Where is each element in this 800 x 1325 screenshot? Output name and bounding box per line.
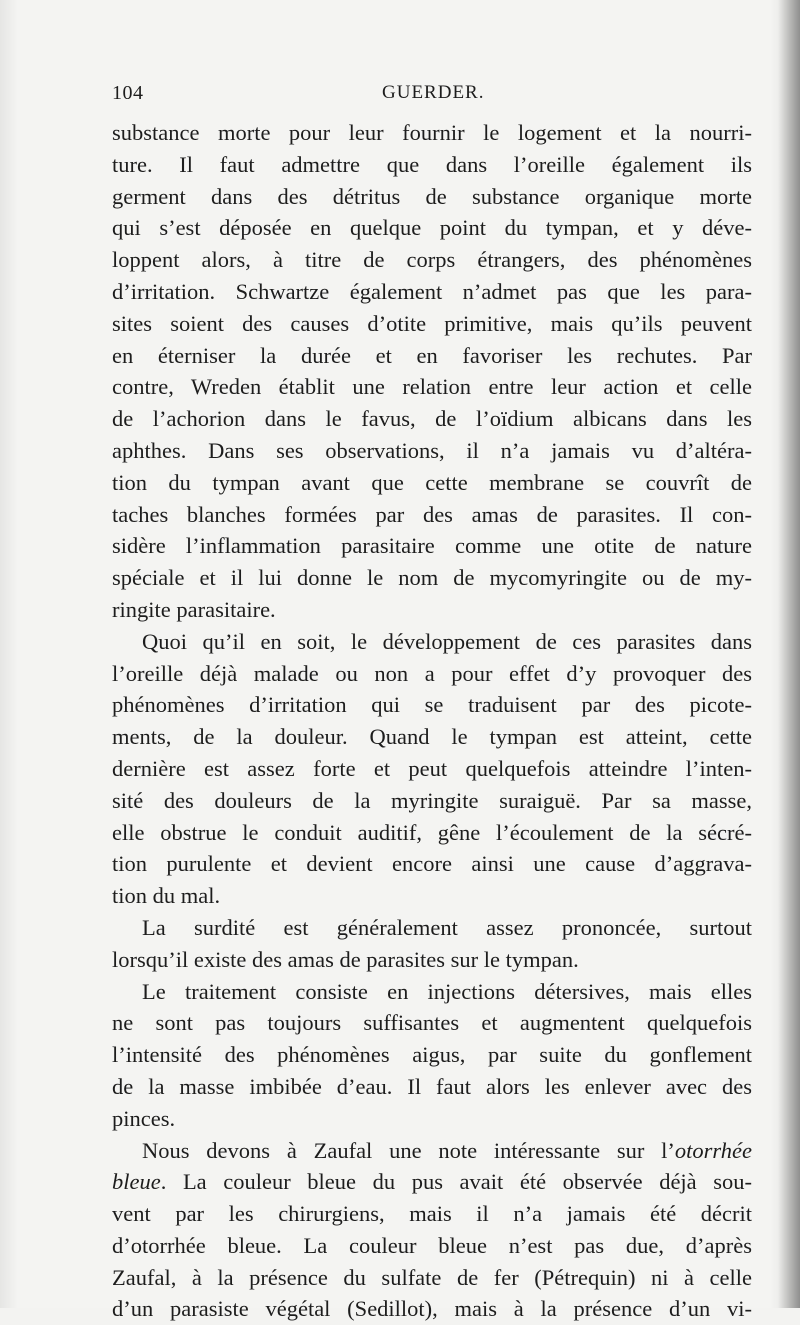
text-line: ture. Il faut admettre que dans l’oreille également ils (112, 151, 752, 177)
text-line: de la masse imbibée d’eau. Il faut alors les enlever avec des (112, 1073, 752, 1099)
page-edge-shadow (778, 0, 800, 1308)
text-line: en éterniser la durée et en favoriser les rechutes. Par (112, 342, 752, 368)
text-run: Nous devons à Zaufal une note intéressante sur l’ (142, 1137, 675, 1163)
text-line: germent dans des détritus de substance organique morte (112, 183, 752, 209)
text-line: sité des douleurs de la myringite suraiguë. Par sa masse, (112, 787, 752, 813)
text-run: . La couleur bleue du pus avait été observée déjà sou- (160, 1169, 752, 1195)
text-line: d’un parasiste végétal (Sedillot), mais à la présence d’un vi- (112, 1296, 752, 1322)
text-line: dernière est assez forte et peut quelquefois atteindre l’inten- (112, 755, 752, 781)
body-text (112, 117, 752, 1325)
text-line: taches blanches formées par des amas de parasites. Il con- (112, 501, 752, 527)
text-line: tion purulente et devient encore ainsi une cause d’aggrava- (112, 851, 752, 877)
text-line: Quoi qu’il en soit, le développement de ces parasites dans (142, 628, 752, 654)
text-line: vent par les chirurgiens, mais il n’a jamais été décrit (112, 1201, 752, 1227)
text-line: contre, Wreden établit une relation entre leur action et celle (112, 374, 752, 400)
page-number: 104 (112, 82, 144, 104)
text-line: elle obstrue le conduit auditif, gêne l’écoulement de la sécré- (112, 819, 752, 845)
text-line: Zaufal, à la présence du sulfate de fer (Pétrequin) ni à celle (112, 1264, 752, 1290)
text-line: sidère l’inflammation parasitaire comme une otite de nature (112, 533, 752, 559)
text-line: d’otorrhée bleue. La couleur bleue n’est pas due, d’après (112, 1232, 752, 1258)
text-line: lorsqu’il existe des amas de parasites sur le tympan. (112, 946, 579, 972)
text-line: phénomènes d’irritation qui se traduisent par des picote- (112, 692, 752, 718)
text-line: loppent alors, à titre de corps étrangers, des phénomènes (112, 247, 752, 273)
text-line: Le traitement consiste en injections détersives, mais elles (142, 978, 752, 1004)
text-line: ne sont pas toujours suffisantes et augmentent quelquefois (112, 1010, 752, 1036)
running-head: GUERDER. (382, 82, 485, 103)
text-line: tion du mal. (112, 883, 221, 909)
text-line: pinces. (112, 1105, 176, 1131)
text-line: d’irritation. Schwartze également n’admet pas que les para- (112, 278, 752, 304)
text-line: tion du tympan avant que cette membrane se couvrît de (112, 469, 752, 495)
italic-term: bleue (112, 1169, 161, 1195)
text-line: substance morte pour leur fournir le logement et la nourri- (112, 120, 752, 145)
text-line (112, 1135, 752, 1167)
text-line: qui s’est déposée en quelque point du tympan, et y déve- (112, 215, 752, 241)
text-line: aphthes. Dans ses observations, il n’a jamais vu d’altéra- (112, 437, 752, 463)
text-line (112, 1166, 752, 1198)
italic-term: otorrhée (674, 1137, 752, 1163)
text-line: de l’achorion dans le favus, de l’oïdium albicans dans les (112, 406, 752, 432)
text-line: l’oreille déjà malade ou non a pour effet d’y provoquer des (112, 660, 752, 686)
page-header (112, 82, 752, 112)
text-line: spéciale et il lui donne le nom de mycomyringite ou de my- (112, 565, 752, 591)
text-line: La surdité est généralement assez prononcée, surtout (142, 914, 752, 940)
text-line: l’intensité des phénomènes aigus, par suite du gonflement (112, 1042, 752, 1068)
text-line: ments, de la douleur. Quand le tympan est atteint, cette (112, 724, 752, 750)
text-line: ringite parasitaire. (112, 596, 276, 622)
text-line: sites soient des causes d’otite primitive, mais qu’ils peuvent (112, 310, 752, 336)
